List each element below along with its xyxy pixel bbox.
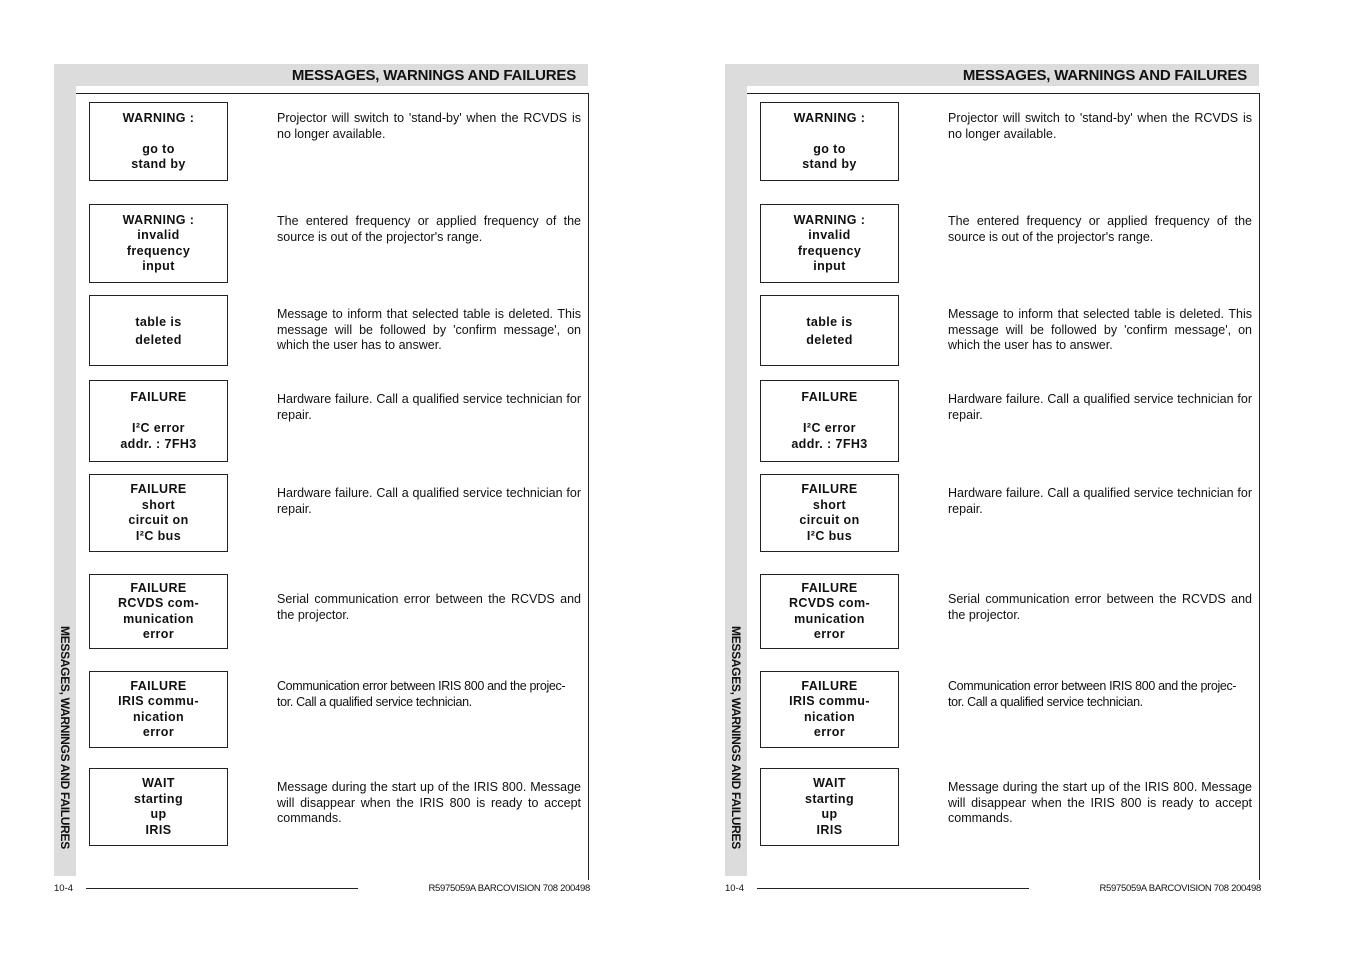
frame-rule-right — [588, 93, 589, 880]
message-description: The entered frequency or applied frequency of the source is out of the projector's range. — [948, 214, 1252, 244]
message-text: FAILURE RCVDS com- munication error — [788, 580, 871, 641]
message-box — [89, 671, 228, 748]
message-description: Message to inform that selected table is deleted. This message will be followed by 'confirm message', on which the user has to answer. — [277, 307, 581, 352]
message-description: Serial communication error between the RCVDS and the projector. — [948, 592, 1252, 622]
footer-rule — [86, 888, 358, 889]
page-title: MESSAGES, WARNINGS AND FAILURES — [962, 67, 1247, 84]
message-text: table is deleted — [135, 314, 182, 347]
frame-rule-top — [76, 93, 589, 94]
page-left — [54, 0, 614, 954]
message-box — [760, 204, 899, 283]
message-text: WARNING : invalid frequency input — [793, 212, 866, 273]
message-box — [89, 102, 228, 181]
message-text: FAILURE short circuit on I²C bus — [128, 482, 189, 543]
footer-rule — [757, 888, 1029, 889]
message-description: Hardware failure. Call a qualified service technician for repair. — [948, 486, 1252, 516]
message-text: FAILURE IRIS commu- nication error — [118, 678, 199, 739]
message-description: Communication error between IRIS 800 and the projec- tor. Call a qualified service technician. — [948, 679, 1237, 709]
message-description: Hardware failure. Call a qualified service technician for repair. — [948, 392, 1252, 422]
message-box — [89, 295, 228, 366]
header-bar — [76, 64, 588, 86]
message-box — [760, 574, 899, 649]
message-description: Message during the start up of the IRIS 800. Message will disappear when the IRIS 800 is ready to accept commands. — [277, 780, 581, 825]
message-box — [89, 474, 228, 552]
message-box — [89, 380, 228, 462]
document-reference: R5975059A BARCOVISION 708 200498 — [428, 883, 590, 894]
message-text: FAILURE I²C error addr. : 7FH3 — [120, 390, 197, 451]
message-description: Communication error between IRIS 800 and the projec- tor. Call a qualified service technician. — [277, 679, 566, 709]
frame-rule-top — [747, 93, 1260, 94]
message-text: FAILURE IRIS commu- nication error — [789, 678, 870, 739]
message-box — [89, 204, 228, 283]
message-box — [760, 380, 899, 462]
message-description: The entered frequency or applied frequency of the source is out of the projector's range. — [277, 214, 581, 244]
message-text: WARNING : go to stand by — [793, 110, 866, 171]
side-label: MESSAGES, WARNINGS AND FAILURES — [58, 626, 72, 849]
message-text: WAIT starting up IRIS — [804, 776, 855, 837]
page-number: 10-4 — [725, 883, 745, 894]
document-reference: R5975059A BARCOVISION 708 200498 — [1099, 883, 1261, 894]
message-description: Message to inform that selected table is deleted. This message will be followed by 'confirm message', on which the user has to answer. — [948, 307, 1252, 352]
message-description: Message during the start up of the IRIS 800. Message will disappear when the IRIS 800 is ready to accept commands. — [948, 780, 1252, 825]
side-label: MESSAGES, WARNINGS AND FAILURES — [729, 626, 743, 849]
message-description: Hardware failure. Call a qualified service technician for repair. — [277, 392, 581, 422]
message-box — [760, 295, 899, 366]
message-box — [89, 574, 228, 649]
message-text: table is deleted — [806, 314, 853, 347]
message-text: FAILURE I²C error addr. : 7FH3 — [791, 390, 868, 451]
frame-rule-right — [1259, 93, 1260, 880]
page-right — [725, 0, 1285, 954]
message-description: Hardware failure. Call a qualified service technician for repair. — [277, 486, 581, 516]
message-text: WARNING : invalid frequency input — [122, 212, 195, 273]
page-number: 10-4 — [54, 883, 74, 894]
message-description: Projector will switch to 'stand-by' when the RCVDS is no longer available. — [948, 111, 1252, 141]
message-text: WAIT starting up IRIS — [133, 776, 184, 837]
page-title: MESSAGES, WARNINGS AND FAILURES — [291, 67, 576, 84]
message-box — [760, 474, 899, 552]
message-description: Projector will switch to 'stand-by' when the RCVDS is no longer available. — [277, 111, 581, 141]
message-box — [760, 102, 899, 181]
message-text: FAILURE short circuit on I²C bus — [799, 482, 860, 543]
message-box — [760, 671, 899, 748]
message-box — [760, 768, 899, 846]
message-text: WARNING : go to stand by — [122, 110, 195, 171]
message-text: FAILURE RCVDS com- munication error — [117, 580, 200, 641]
header-bar — [747, 64, 1259, 86]
message-description: Serial communication error between the RCVDS and the projector. — [277, 592, 581, 622]
message-box — [89, 768, 228, 846]
